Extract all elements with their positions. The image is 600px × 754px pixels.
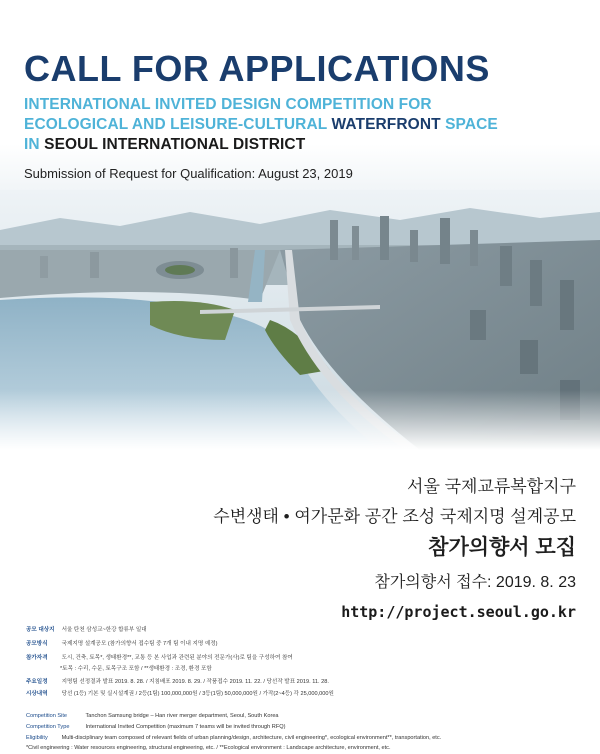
info-ko-label: 주요일정 (26, 679, 48, 685)
info-ko-value: 당선 (1등) 기본 및 실시설계권 / 2등(1팀) 100,000,000원 / 3등(1팀) 50,000,000원 / 가작(2~4등) 각 25,000,000원 (61, 691, 334, 697)
info-en-note (26, 746, 391, 752)
info-en-value: Multi-disciplinary team composed of relevant fields of urban planning/design, architecture, civil engineering*, ecological environment**, transportation, etc. (61, 735, 442, 741)
subtitle-line-2-part-c: SPACE (445, 116, 498, 133)
main-title: CALL FOR APPLICATIONS (24, 48, 490, 89)
info-en-row (26, 714, 279, 720)
info-en-label: Competition Type (26, 724, 70, 730)
subtitle-line-2-part-b: WATERFRONT (331, 116, 441, 133)
info-ko-label: 공모 대상지 (26, 627, 55, 633)
submission-date: Submission of Request for Qualification: August 23, 2019 (24, 166, 353, 181)
info-ko-value: 국제지명 설계공모 (참가의향서 접수팀 중 7개 팀 이내 지명 예정) (61, 641, 218, 647)
info-en-value: Tanchon Samsung bridge – Han river merger department, Seoul, South Korea (85, 713, 279, 719)
info-en-value: *Civil engineering : Water resources engineering, structural engineering, etc. / **Ecological environment : Landscape architecture, environment, etc. (26, 745, 391, 751)
subtitle-line-2 (24, 116, 498, 134)
info-ko-label: 참가자격 (26, 655, 48, 661)
info-en-row (26, 736, 441, 742)
info-en-row (26, 725, 285, 731)
project-url-link[interactable]: http://project.seoul.go.kr (341, 603, 576, 621)
info-ko-label: 공모방식 (26, 641, 48, 647)
info-ko-row (26, 656, 293, 662)
info-en-label: Eligibility (26, 735, 48, 741)
poster-header (0, 0, 600, 200)
aerial-photo (0, 190, 600, 450)
info-ko-value: *토목 : 수리, 수문, 토목구조 포함 / **생태환경 : 조경, 환경 포함 (60, 666, 212, 672)
info-ko-row (26, 692, 334, 698)
korean-title-line-3: 참가의향서 모집 (428, 536, 576, 559)
info-ko-note (60, 667, 212, 673)
korean-submission-date: 참가의향서 접수: 2019. 8. 23 (374, 574, 576, 591)
subtitle-line-2-part-a: ECOLOGICAL AND LEISURE-CULTURAL (24, 116, 328, 133)
subtitle-line-3-part-b: SEOUL INTERNATIONAL DISTRICT (44, 136, 306, 153)
korean-title-line-1: 서울 국제교류복합지구 (407, 477, 576, 496)
info-en-label: Competition Site (26, 713, 68, 719)
info-ko-label: 시상내역 (26, 691, 48, 697)
info-ko-row (26, 680, 329, 686)
subtitle-line-1: INTERNATIONAL INVITED DESIGN COMPETITION FOR (24, 96, 432, 113)
aerial-city-illustration (0, 190, 600, 450)
info-ko-value: 도시, 건축, 토목*, 생태환경**, 교통 등 본 사업과 관련된 분야의 전문가(사)로 팀을 구성하여 참여 (61, 655, 293, 661)
info-ko-row (26, 642, 217, 648)
info-ko-value: 서울 탄천 삼성교~한강 합류부 일대 (61, 627, 147, 633)
info-en-value: International Invited Competition (maximum 7 teams will be invited through RFQ) (85, 724, 286, 730)
korean-title-line-2: 수변생태 • 여가문화 공간 조성 국제지명 설계공모 (213, 507, 576, 526)
subtitle-line-3 (24, 136, 305, 154)
subtitle-line-3-part-a: IN (24, 136, 40, 153)
info-ko-row (26, 628, 147, 634)
info-ko-value: 지명팀 선정결과 발표 2019. 8. 28. / 지침배포 2019. 8. 29. / 작품접수 2019. 11. 22. / 당선작 발표 2019. 11. 28. (61, 679, 329, 685)
